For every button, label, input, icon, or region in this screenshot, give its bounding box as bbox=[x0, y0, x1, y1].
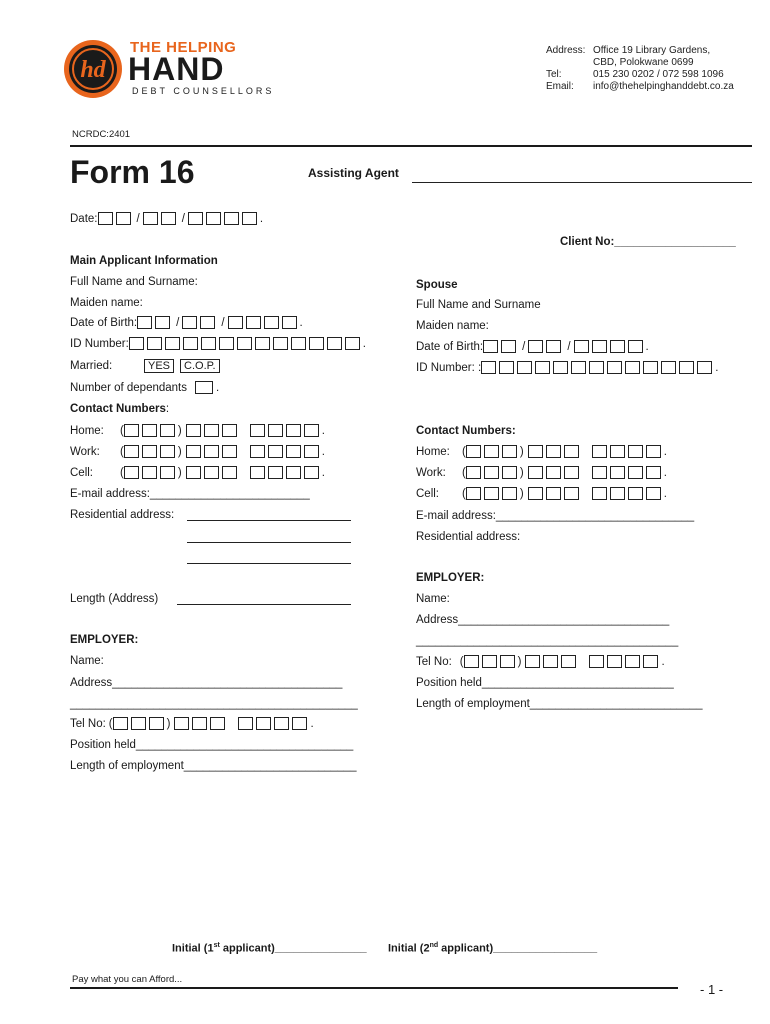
phone-box[interactable] bbox=[286, 466, 301, 479]
spouse-full-name-label[interactable]: Full Name and Surname bbox=[416, 299, 541, 311]
ncrdc-number: NCRDC:2401 bbox=[72, 129, 131, 140]
id-digit-box[interactable] bbox=[345, 337, 360, 350]
spouse-employer-heading: EMPLOYER: bbox=[416, 572, 485, 584]
dob-box[interactable] bbox=[155, 316, 170, 329]
phone-box[interactable] bbox=[222, 466, 237, 479]
main-cell-phone[interactable]: Cell: ( ) . bbox=[70, 466, 325, 479]
date-box[interactable] bbox=[224, 212, 239, 225]
dob-box[interactable] bbox=[628, 340, 643, 353]
phone-box[interactable] bbox=[528, 487, 543, 500]
date-field[interactable]: Date: / / . bbox=[70, 212, 264, 225]
main-employer-name[interactable]: Name: bbox=[70, 655, 104, 667]
cell-label: Cell: bbox=[70, 466, 94, 479]
phone-box[interactable] bbox=[186, 466, 201, 479]
main-home-phone[interactable]: Home: ( ) . bbox=[70, 424, 325, 437]
page-title: Form 16 bbox=[70, 154, 195, 190]
phone-box[interactable] bbox=[186, 424, 201, 437]
phone-box[interactable] bbox=[268, 424, 283, 437]
logo-monogram: hd bbox=[80, 57, 106, 83]
main-dependants-field[interactable]: Number of dependants . bbox=[70, 381, 220, 394]
phone-box[interactable] bbox=[131, 717, 146, 730]
spouse-id-field[interactable]: ID Number: : . bbox=[416, 361, 719, 374]
married-cop-option[interactable]: C.O.P. bbox=[180, 359, 220, 373]
phone-box[interactable] bbox=[589, 655, 604, 668]
id-digit-box[interactable] bbox=[327, 337, 342, 350]
id-digit-box[interactable] bbox=[183, 337, 198, 350]
phone-box[interactable] bbox=[268, 445, 283, 458]
dob-box[interactable] bbox=[264, 316, 279, 329]
phone-box[interactable] bbox=[124, 424, 139, 437]
phone-box[interactable] bbox=[174, 717, 189, 730]
phone-box[interactable] bbox=[628, 487, 643, 500]
phone-box[interactable] bbox=[628, 445, 643, 458]
spouse-dob-field[interactable]: Date of Birth: / / . bbox=[416, 340, 649, 353]
spouse-employer-address[interactable]: Address_________________________________ bbox=[416, 614, 670, 626]
phone-box[interactable] bbox=[484, 466, 499, 479]
main-work-phone[interactable]: Work: ( ) . bbox=[70, 445, 325, 458]
phone-box[interactable] bbox=[250, 445, 265, 458]
id-digit-box[interactable] bbox=[273, 337, 288, 350]
phone-box[interactable] bbox=[564, 466, 579, 479]
id-digit-box[interactable] bbox=[165, 337, 180, 350]
phone-box[interactable] bbox=[286, 424, 301, 437]
phone-box[interactable] bbox=[222, 424, 237, 437]
phone-box[interactable] bbox=[625, 655, 640, 668]
dob-box[interactable] bbox=[501, 340, 516, 353]
phone-box[interactable] bbox=[113, 717, 128, 730]
phone-box[interactable] bbox=[292, 717, 307, 730]
main-residential-line[interactable] bbox=[187, 509, 351, 521]
phone-box[interactable] bbox=[192, 717, 207, 730]
tel-no-label: Tel No: bbox=[416, 655, 452, 668]
id-digit-box[interactable] bbox=[589, 361, 604, 374]
id-digit-box[interactable] bbox=[309, 337, 324, 350]
main-married-field[interactable] bbox=[70, 359, 226, 373]
phone-box[interactable] bbox=[222, 445, 237, 458]
assisting-agent-field[interactable] bbox=[412, 171, 752, 183]
main-employer-address2[interactable]: _____________________________________________ bbox=[70, 698, 358, 710]
dependants-box[interactable] bbox=[195, 381, 213, 394]
brand-line2: HAND bbox=[128, 51, 225, 87]
main-residential-line[interactable] bbox=[187, 531, 351, 543]
phone-box[interactable] bbox=[500, 655, 515, 668]
phone-box[interactable] bbox=[268, 466, 283, 479]
phone-box[interactable] bbox=[502, 487, 517, 500]
phone-box[interactable] bbox=[610, 445, 625, 458]
address-line2: CBD, Polokwane 0699 bbox=[593, 57, 694, 68]
id-digit-box[interactable] bbox=[679, 361, 694, 374]
phone-box[interactable] bbox=[543, 655, 558, 668]
phone-box[interactable] bbox=[304, 424, 319, 437]
phone-box[interactable] bbox=[124, 445, 139, 458]
phone-box[interactable] bbox=[210, 717, 225, 730]
spouse-work-phone[interactable]: Work: ( ) . bbox=[416, 466, 667, 479]
address-line1: Office 19 Library Gardens, bbox=[593, 45, 711, 56]
phone-box[interactable] bbox=[561, 655, 576, 668]
brand-line1: THE HELPING bbox=[130, 39, 237, 56]
id-digit-box[interactable] bbox=[255, 337, 270, 350]
client-no-field[interactable]: Client No:___________________ bbox=[560, 236, 736, 248]
id-digit-box[interactable] bbox=[571, 361, 586, 374]
footer-rule bbox=[70, 987, 678, 989]
phone-box[interactable] bbox=[466, 487, 481, 500]
address-label: Address: bbox=[546, 45, 586, 56]
phone-box[interactable] bbox=[484, 487, 499, 500]
dob-box[interactable] bbox=[574, 340, 589, 353]
page-number: - 1 - bbox=[700, 982, 724, 997]
spouse-id-label: ID Number: : bbox=[416, 361, 482, 374]
date-box[interactable] bbox=[188, 212, 203, 225]
tel-label: Tel: bbox=[546, 69, 562, 80]
phone-box[interactable] bbox=[610, 487, 625, 500]
spouse-length-employment[interactable]: Length of employment___________________________ bbox=[416, 698, 703, 710]
main-id-field[interactable]: ID Number: . bbox=[70, 337, 366, 350]
phone-box[interactable] bbox=[546, 487, 561, 500]
phone-box[interactable] bbox=[528, 445, 543, 458]
date-box[interactable] bbox=[116, 212, 131, 225]
id-digit-box[interactable] bbox=[607, 361, 622, 374]
work-label: Work: bbox=[416, 466, 446, 479]
phone-box[interactable] bbox=[502, 445, 517, 458]
dob-box[interactable] bbox=[528, 340, 543, 353]
id-digit-box[interactable] bbox=[625, 361, 640, 374]
cell-label: Cell: bbox=[416, 487, 440, 500]
id-digit-box[interactable] bbox=[535, 361, 550, 374]
dob-box[interactable] bbox=[137, 316, 152, 329]
main-employer-address[interactable]: Address____________________________________ bbox=[70, 677, 343, 689]
date-label: Date: bbox=[70, 212, 98, 225]
main-residential-label: Residential address: bbox=[70, 509, 175, 521]
phone-box[interactable] bbox=[256, 717, 271, 730]
phone-box[interactable] bbox=[546, 466, 561, 479]
phone-box[interactable] bbox=[646, 466, 661, 479]
dob-box[interactable] bbox=[228, 316, 243, 329]
phone-box[interactable] bbox=[124, 466, 139, 479]
phone-box[interactable] bbox=[546, 445, 561, 458]
initial-first-applicant[interactable]: Initial (1st applicant)_______________ bbox=[172, 942, 367, 955]
spouse-employer-tel[interactable]: Tel No: ( ) . bbox=[416, 655, 665, 668]
phone-box[interactable] bbox=[286, 445, 301, 458]
spouse-email-field[interactable]: E-mail address:_______________________________ bbox=[416, 510, 695, 522]
phone-box[interactable] bbox=[528, 466, 543, 479]
phone-box[interactable] bbox=[610, 466, 625, 479]
married-yes-option[interactable]: YES bbox=[144, 359, 174, 373]
main-length-address-line[interactable] bbox=[177, 593, 351, 605]
phone-box[interactable] bbox=[142, 445, 157, 458]
footer-tagline: Pay what you can Afford... bbox=[72, 974, 183, 985]
phone-box[interactable] bbox=[204, 424, 219, 437]
main-dob-field[interactable]: Date of Birth: / / . bbox=[70, 316, 303, 329]
phone-box[interactable] bbox=[466, 466, 481, 479]
email-label: Email: bbox=[546, 81, 574, 92]
phone-box[interactable] bbox=[186, 445, 201, 458]
dob-box[interactable] bbox=[610, 340, 625, 353]
id-digit-box[interactable] bbox=[553, 361, 568, 374]
main-length-address-label: Length (Address) bbox=[70, 593, 159, 605]
main-dependants-label: Number of dependants bbox=[70, 381, 187, 394]
id-digit-box[interactable] bbox=[129, 337, 144, 350]
main-maiden-label[interactable]: Maiden name: bbox=[70, 297, 143, 309]
phone-box[interactable] bbox=[564, 445, 579, 458]
phone-box[interactable] bbox=[204, 445, 219, 458]
id-digit-box[interactable] bbox=[237, 337, 252, 350]
dob-box[interactable] bbox=[483, 340, 498, 353]
main-employer-heading: EMPLOYER: bbox=[70, 634, 139, 646]
spouse-contact-heading: Contact Numbers: bbox=[416, 425, 516, 437]
main-contact-heading: Contact Numbers: bbox=[70, 403, 170, 415]
id-digit-box[interactable] bbox=[481, 361, 496, 374]
date-box[interactable] bbox=[143, 212, 158, 225]
dob-box[interactable] bbox=[182, 316, 197, 329]
main-dob-label: Date of Birth: bbox=[70, 316, 138, 329]
phone-box[interactable] bbox=[464, 655, 479, 668]
header-rule bbox=[70, 145, 752, 147]
logo bbox=[60, 38, 275, 100]
phone-box[interactable] bbox=[482, 655, 497, 668]
main-email-field[interactable]: E-mail address:_________________________ bbox=[70, 488, 310, 500]
main-full-name-label[interactable]: Full Name and Surname: bbox=[70, 276, 198, 288]
id-digit-box[interactable] bbox=[499, 361, 514, 374]
spouse-position-held[interactable]: Position held______________________________ bbox=[416, 677, 674, 689]
phone-box[interactable] bbox=[204, 466, 219, 479]
spouse-home-phone[interactable]: Home: ( ) . bbox=[416, 445, 667, 458]
id-digit-box[interactable] bbox=[147, 337, 162, 350]
phone-box[interactable] bbox=[142, 466, 157, 479]
phone-box[interactable] bbox=[466, 445, 481, 458]
work-label: Work: bbox=[70, 445, 100, 458]
assisting-agent-label: Assisting Agent bbox=[308, 166, 399, 180]
id-digit-box[interactable] bbox=[219, 337, 234, 350]
tel-value: 015 230 0202 / 072 598 1096 bbox=[593, 69, 724, 80]
phone-box[interactable] bbox=[646, 445, 661, 458]
id-digit-box[interactable] bbox=[201, 337, 216, 350]
phone-box[interactable] bbox=[607, 655, 622, 668]
spouse-residential-label[interactable]: Residential address: bbox=[416, 531, 521, 543]
phone-box[interactable] bbox=[304, 445, 319, 458]
dob-box[interactable] bbox=[546, 340, 561, 353]
id-digit-box[interactable] bbox=[661, 361, 676, 374]
dob-box[interactable] bbox=[246, 316, 261, 329]
main-position-held[interactable]: Position held__________________________________ bbox=[70, 739, 354, 751]
date-box[interactable] bbox=[98, 212, 113, 225]
tel-no-label: Tel No: bbox=[70, 717, 106, 730]
main-residential-line[interactable] bbox=[187, 552, 351, 564]
logo-emblem-icon bbox=[60, 38, 126, 100]
phone-box[interactable] bbox=[564, 487, 579, 500]
main-id-label: ID Number: bbox=[70, 337, 129, 350]
spouse-employer-address2[interactable]: _________________________________________ bbox=[416, 635, 679, 647]
phone-box[interactable] bbox=[592, 487, 607, 500]
phone-box[interactable] bbox=[160, 445, 175, 458]
brand-line3: DEBT COUNSELLORS bbox=[132, 86, 275, 96]
spouse-employer-name[interactable]: Name: bbox=[416, 593, 450, 605]
date-box[interactable] bbox=[242, 212, 257, 225]
date-box[interactable] bbox=[206, 212, 221, 225]
dob-box[interactable] bbox=[282, 316, 297, 329]
id-digit-box[interactable] bbox=[517, 361, 532, 374]
phone-box[interactable] bbox=[142, 424, 157, 437]
phone-box[interactable] bbox=[149, 717, 164, 730]
phone-box[interactable] bbox=[160, 466, 175, 479]
spouse-heading: Spouse bbox=[416, 279, 458, 291]
phone-box[interactable] bbox=[250, 466, 265, 479]
main-employer-tel[interactable]: Tel No: ( ) . bbox=[70, 717, 314, 730]
spouse-maiden-label[interactable]: Maiden name: bbox=[416, 320, 489, 332]
phone-box[interactable] bbox=[304, 466, 319, 479]
spouse-cell-phone[interactable]: Cell: ( ) . bbox=[416, 487, 667, 500]
phone-box[interactable] bbox=[484, 445, 499, 458]
phone-box[interactable] bbox=[274, 717, 289, 730]
email-value: info@thehelpinghanddebt.co.za bbox=[593, 81, 734, 92]
phone-box[interactable] bbox=[592, 466, 607, 479]
main-applicant-heading: Main Applicant Information bbox=[70, 255, 218, 267]
phone-box[interactable] bbox=[525, 655, 540, 668]
main-married-label: Married: bbox=[70, 360, 113, 372]
id-digit-box[interactable] bbox=[643, 361, 658, 374]
contact-block bbox=[546, 45, 734, 93]
phone-box[interactable] bbox=[643, 655, 658, 668]
initial-second-applicant[interactable]: Initial (2nd applicant)_________________ bbox=[388, 942, 598, 955]
phone-box[interactable] bbox=[592, 445, 607, 458]
id-digit-box[interactable] bbox=[697, 361, 712, 374]
phone-box[interactable] bbox=[160, 424, 175, 437]
date-box[interactable] bbox=[161, 212, 176, 225]
phone-box[interactable] bbox=[250, 424, 265, 437]
dob-box[interactable] bbox=[592, 340, 607, 353]
phone-box[interactable] bbox=[502, 466, 517, 479]
home-label: Home: bbox=[416, 445, 450, 458]
main-length-employment[interactable]: Length of employment___________________________ bbox=[70, 760, 357, 772]
phone-box[interactable] bbox=[628, 466, 643, 479]
phone-box[interactable] bbox=[646, 487, 661, 500]
dob-box[interactable] bbox=[200, 316, 215, 329]
id-digit-box[interactable] bbox=[291, 337, 306, 350]
phone-box[interactable] bbox=[238, 717, 253, 730]
spouse-dob-label: Date of Birth: bbox=[416, 340, 484, 353]
home-label: Home: bbox=[70, 424, 104, 437]
